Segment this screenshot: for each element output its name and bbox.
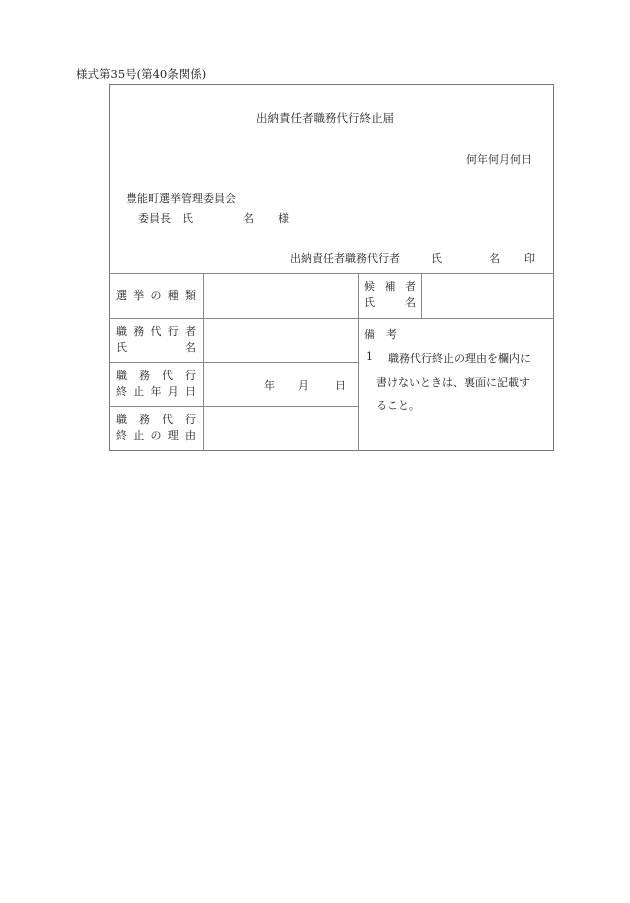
- remarks-line: ること。: [376, 399, 420, 412]
- addressee-org: 豊能町選挙管理委員会: [126, 192, 236, 205]
- end-date-year[interactable]: 年: [264, 379, 275, 392]
- form-number: 様式第35号(第40条関係): [76, 67, 207, 81]
- deputy-name-label: 職務代行者 氏 名: [116, 325, 196, 354]
- divider: [358, 273, 359, 451]
- end-date-month[interactable]: 月: [298, 379, 309, 392]
- end-date-label: 職務代行 終止年月日: [116, 369, 196, 398]
- reason-field[interactable]: [203, 407, 358, 450]
- election-type-field[interactable]: [203, 274, 358, 318]
- candidate-name-field[interactable]: [422, 274, 553, 318]
- candidate-label: 候補者 氏 名: [364, 280, 416, 309]
- remarks-number: 1: [366, 350, 373, 363]
- form-title: 出納責任者職務代行終止届: [256, 111, 394, 125]
- submitter-mei: 名: [489, 252, 500, 265]
- reason-label: 職務代行 終止の理由: [116, 413, 196, 442]
- remarks-line: 書けないときは、裏面に記載す: [376, 376, 530, 389]
- remarks-title: 備 考: [364, 328, 397, 341]
- submitter-role: 出納責任者職務代行者: [290, 252, 400, 265]
- divider: [109, 362, 358, 363]
- end-date-day[interactable]: 日: [335, 379, 346, 392]
- election-type-label: 選挙の種類: [116, 289, 196, 302]
- remarks-line: 職務代行終止の理由を欄内に: [388, 352, 531, 365]
- addressee-chair: 委員長 氏: [138, 212, 193, 225]
- submitter-shi: 氏: [431, 252, 442, 265]
- addressee-name-label: 名: [243, 212, 254, 225]
- seal-mark: 印: [524, 252, 535, 265]
- date: 何年何月何日: [466, 153, 532, 166]
- deputy-name-field[interactable]: [203, 319, 358, 362]
- honorific: 様: [278, 212, 289, 225]
